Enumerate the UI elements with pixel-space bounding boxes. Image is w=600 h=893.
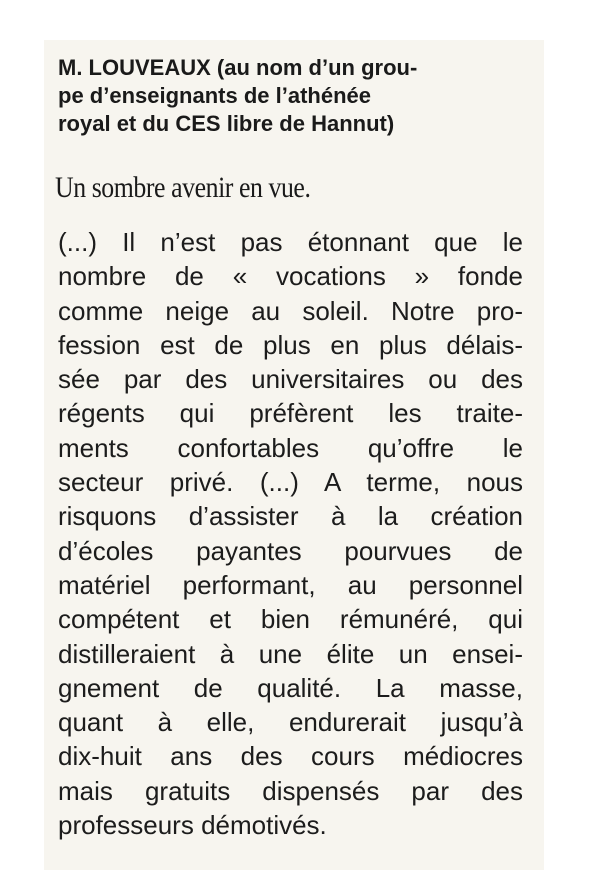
body-line: régents qui préfèrent les traite- [58, 398, 523, 429]
body-line: sée par des universitaires ou des [58, 364, 523, 395]
body-line: quant à elle, endurerait jusqu’à [58, 707, 523, 738]
body-line: ments confortables qu’offre le [58, 432, 523, 463]
article-headline: Un sombre avenir en vue. [55, 171, 311, 204]
body-line: secteur privé. (...) A terme, nous [58, 467, 523, 498]
attribution-line: pe d’enseignants de l’athénée [58, 83, 371, 108]
body-line: fession est de plus en plus délais- [58, 329, 523, 360]
body-line: comme neige au soleil. Notre pro- [58, 295, 523, 326]
body-line: gnement de qualité. La masse, [58, 672, 523, 703]
body-line: d’écoles payantes pourvues de [58, 535, 523, 566]
attribution-line: M. LOUVEAUX (au nom d’un grou- [58, 55, 418, 80]
body-line: dix-huit ans des cours médiocres [58, 741, 523, 772]
body-line: distilleraient à une élite un ensei- [58, 638, 523, 669]
body-line: compétent et bien rémunéré, qui [58, 604, 523, 635]
article-body [58, 225, 523, 842]
attribution-line: royal et du CES libre de Hannut) [58, 111, 395, 136]
body-line: (...) Il n’est pas étonnant que le [58, 227, 523, 257]
body-line: professeurs démotivés. [58, 810, 327, 841]
body-line: matériel performant, au personnel [58, 569, 523, 600]
body-line: nombre de « vocations » fonde [58, 261, 523, 292]
author-attribution [58, 54, 528, 138]
body-line: risquons d’assister à la création [58, 501, 523, 532]
body-line: mais gratuits dispensés par des [58, 775, 523, 806]
